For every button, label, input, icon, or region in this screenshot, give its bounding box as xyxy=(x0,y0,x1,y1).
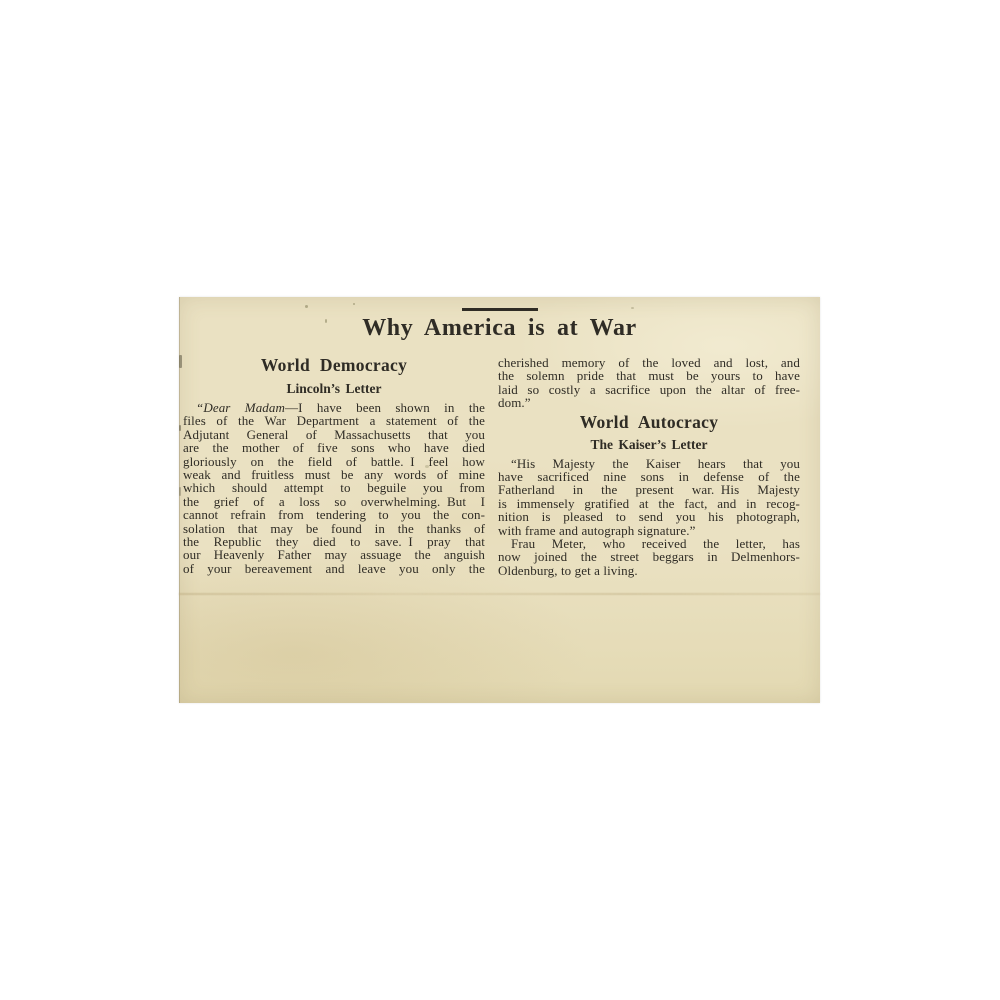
text-line: nition is pleased to send you his photograph, xyxy=(498,509,800,525)
text-line: “His Majesty the Kaiser hears that you xyxy=(511,455,800,471)
torn-edge-mark xyxy=(179,425,181,431)
left-section-heading: World Democracy xyxy=(260,355,408,375)
text-line: dom.” xyxy=(498,395,531,411)
paper-speck xyxy=(631,307,634,309)
left-section-subheading: Lincoln’s Letter xyxy=(286,381,382,396)
column-right xyxy=(498,356,800,577)
column-left xyxy=(183,356,485,577)
crease-line xyxy=(179,593,820,595)
text-line: have sacrificed nine sons in defense of the xyxy=(498,469,800,485)
text-line: weak and fruitless must be any words of mine xyxy=(183,467,485,483)
text-line: the grief of a loss so overwhelming. But I xyxy=(183,493,485,509)
text-line: Fatherland in the present war. His Majesty xyxy=(498,482,800,498)
text-line: our Heavenly Father may assuage the anguish xyxy=(183,547,485,563)
divider-rule xyxy=(462,308,538,311)
text-line: Adjutant General of Massachusetts that you xyxy=(183,426,485,442)
text-line: files of the War Department a statement of the xyxy=(183,413,485,429)
document-scan xyxy=(179,297,820,703)
document-title: Why America is at War xyxy=(362,315,637,341)
right-section-subheading: The Kaiser’s Letter xyxy=(590,436,708,452)
text-line: of your bereavement and leave you only the xyxy=(183,560,485,576)
text-line: is immensely gratified at the fact, and in recog- xyxy=(498,495,800,511)
text-line: the Republic they died to save. I pray that xyxy=(183,534,485,550)
text-line: cannot refrain from tendering to you the con- xyxy=(183,507,485,523)
frau-meter-paragraph xyxy=(498,537,800,577)
text-line: which should attempt to beguile you from xyxy=(183,480,485,496)
text-line: with frame and autograph signature.” xyxy=(498,522,696,538)
text-line: gloriously on the field of battle. I feel how xyxy=(183,453,485,469)
text-line: are the mother of five sons who have died xyxy=(183,440,485,456)
torn-edge-mark xyxy=(179,355,182,368)
right-section-heading: World Autocracy xyxy=(579,411,719,432)
paper-speck xyxy=(305,305,308,308)
text-line: Frau Meter, who received the letter, has xyxy=(511,536,800,552)
lead-line-rest: —I have been shown in the xyxy=(285,400,485,415)
kaiser-letter-paragraph xyxy=(498,457,800,537)
text-line: solation that may be found in the thanks of xyxy=(183,520,485,536)
text-line: now joined the street beggars in Delmenhors- xyxy=(498,549,800,565)
two-column-layout xyxy=(183,356,800,577)
salutation-italic: “Dear Madam xyxy=(196,400,285,415)
continuation-paragraph xyxy=(498,356,800,410)
paper-speck xyxy=(353,303,355,305)
text-line: laid so costly a sacrifice upon the altar of free- xyxy=(498,381,800,397)
lincoln-letter-lines xyxy=(183,414,485,575)
lincoln-letter-paragraph xyxy=(183,401,485,575)
text-line: Oldenburg, to get a living. xyxy=(498,562,638,578)
text-line xyxy=(183,401,485,414)
paper-speck xyxy=(325,319,327,323)
text-line: the solemn pride that must be yours to have xyxy=(498,368,800,384)
torn-edge-mark xyxy=(179,487,181,496)
text-line: cherished memory of the loved and lost, and xyxy=(498,355,800,370)
